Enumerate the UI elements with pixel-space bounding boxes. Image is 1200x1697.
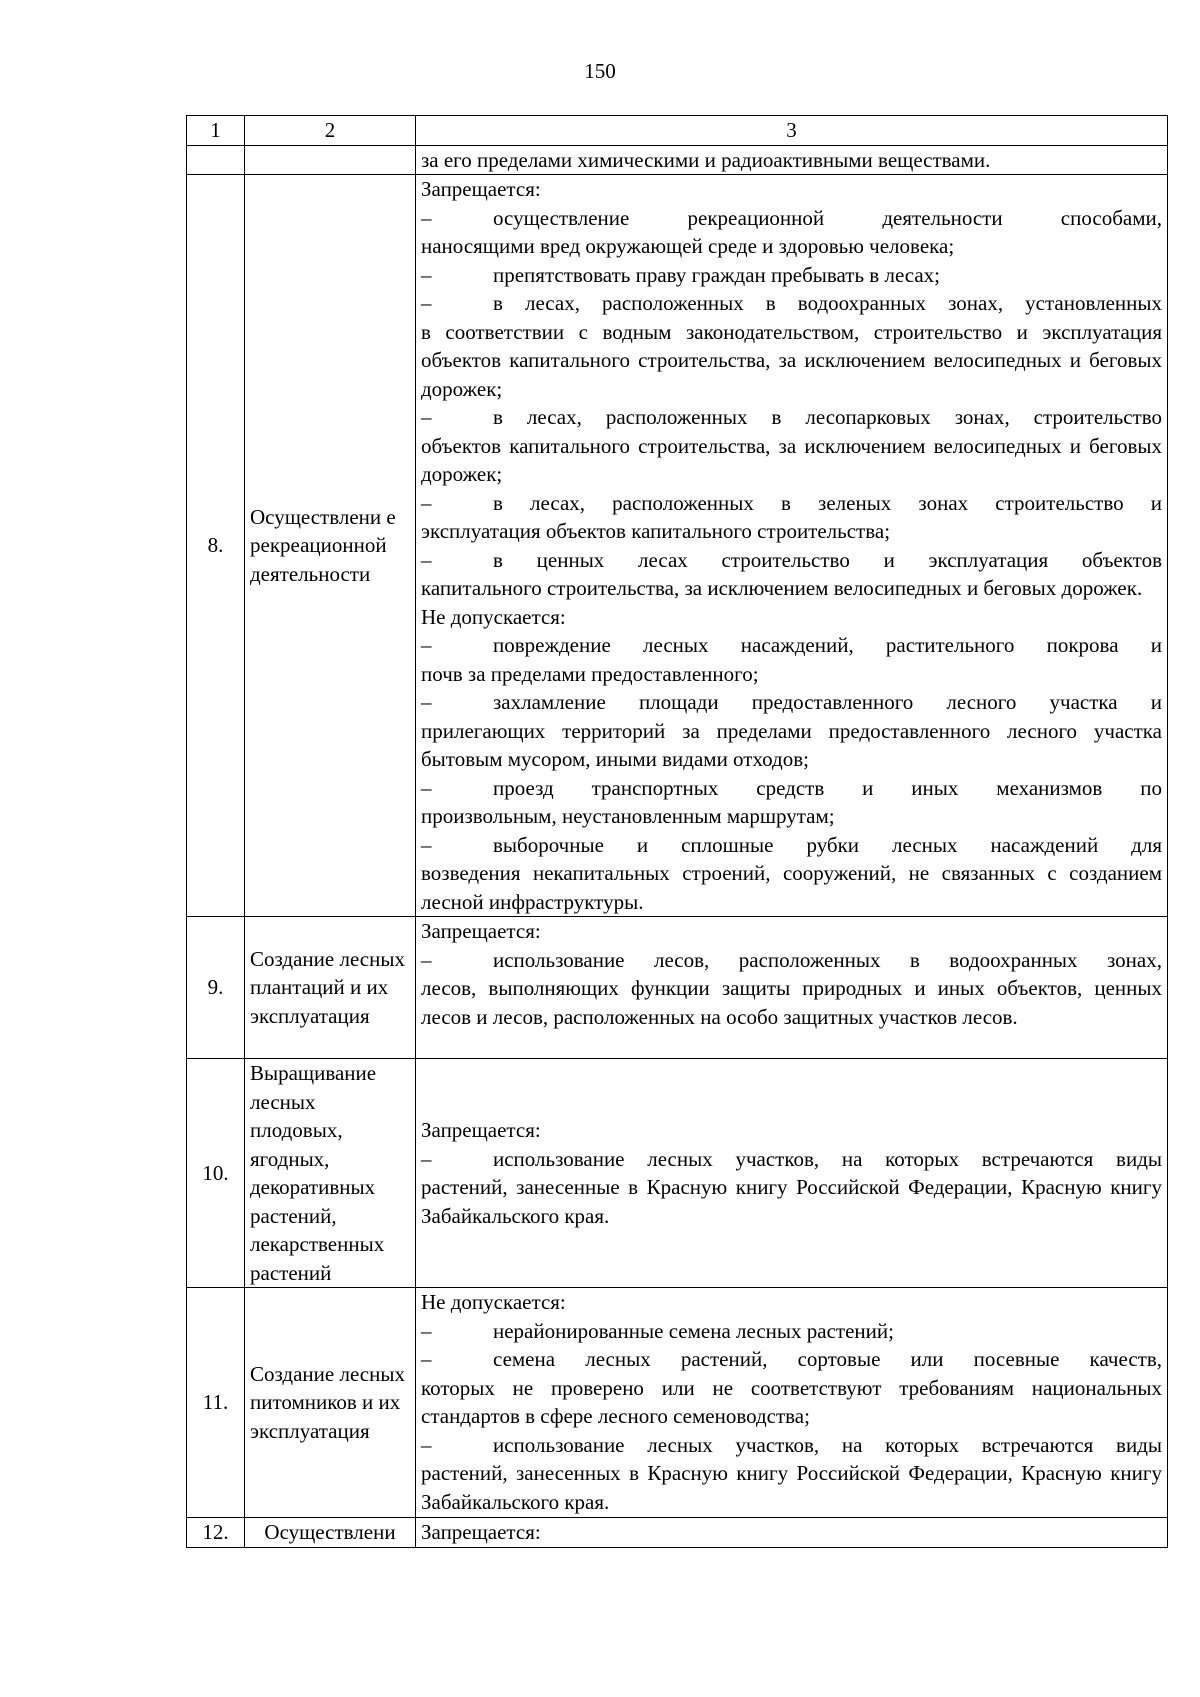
list-item	[421, 1431, 1162, 1460]
activity-name: Создание лесных питомников и их эксплуатация	[245, 1288, 416, 1518]
row-number: 12.	[187, 1518, 245, 1548]
list-item	[421, 489, 1162, 518]
list-item	[421, 774, 1162, 803]
list-item-first-line: использование лесных участков, на которых встречаются виды	[493, 1146, 1162, 1171]
list-item-continuation: произвольным, неустановленным маршрутам;	[421, 804, 835, 828]
section-heading: Запрещается:	[421, 919, 541, 943]
section-heading: Запрещается:	[421, 1118, 541, 1142]
restrictions-cell	[416, 175, 1168, 917]
dash-bullet: –	[421, 291, 432, 315]
list-item-first-line: препятствовать праву граждан пребывать в лесах;	[493, 262, 941, 287]
activity-name: Создание лесных плантаций и их эксплуатация	[245, 917, 416, 1059]
dash-bullet: –	[421, 1318, 432, 1343]
list-item-first-line: в лесах, расположенных в зеленых зонах строительство и	[493, 490, 1162, 515]
list-item-continuation: прилегающих территорий за пределами предоставленного лесного участка бытовым мусором, иными видами отходов;	[421, 718, 1162, 771]
page-number: 150	[584, 59, 616, 83]
list-item-first-line: захламление площади предоставленного лесного участка и	[493, 690, 1162, 714]
row-number: 10.	[187, 1059, 245, 1288]
dash-bullet: –	[421, 690, 432, 714]
list-item-continuation: возведения некапитальных строений, сооружений, не связанных с созданием лесной инфраструктуры.	[421, 861, 1162, 914]
dash-bullet: –	[421, 405, 432, 429]
dash-bullet: –	[421, 1347, 432, 1371]
activity-name: Осуществлени	[245, 1518, 416, 1548]
list-item-first-line: семена лесных растений, сортовые или посевные качеств,	[493, 1347, 1162, 1371]
section-heading: Не допускается:	[421, 1290, 566, 1314]
list-item-first-line: использование лесных участков, на которых встречаются виды	[493, 1432, 1162, 1457]
continuation-row	[187, 145, 1168, 175]
table-row	[187, 1518, 1168, 1548]
dash-bullet: –	[421, 262, 432, 287]
list-item	[421, 1145, 1162, 1174]
regulations-table	[186, 115, 1168, 1548]
dash-bullet: –	[421, 832, 432, 857]
activity-name: Осуществлени е рекреационной деятельности	[245, 175, 416, 917]
row-number: 8.	[187, 175, 245, 917]
list-item-continuation: объектов капитального строительства, за исключением велосипедных и беговых дорожек;	[421, 433, 1162, 486]
list-item	[421, 946, 1162, 975]
list-item-continuation: почв за пределами предоставленного;	[421, 661, 759, 686]
list-item	[421, 631, 1162, 660]
header-col-1: 1	[187, 116, 245, 146]
section-heading: Запрещается:	[421, 177, 541, 201]
list-item-continuation: в соответствии с водным законодательством, строительство и эксплуатация объектов капитального строительства, за исключением велосипедных и беговых дорожек;	[421, 319, 1162, 401]
table-row	[187, 917, 1168, 1059]
header-col-2: 2	[245, 116, 416, 146]
dash-bullet: –	[421, 775, 432, 800]
list-item-continuation: эксплуатация объектов капитального строительства;	[421, 519, 891, 543]
section-heading: Запрещается:	[421, 1520, 541, 1544]
list-item-first-line: осуществление рекреационной деятельности способами,	[493, 205, 1162, 230]
dash-bullet: –	[421, 547, 432, 572]
list-item-first-line: повреждение лесных насаждений, растительного покрова и	[493, 633, 1162, 657]
header-col-3: 3	[416, 116, 1168, 146]
restrictions-cell	[416, 1518, 1168, 1548]
restrictions-cell	[416, 917, 1168, 1059]
table-header-row	[187, 116, 1168, 146]
table-row	[187, 1059, 1168, 1288]
section-heading: Не допускается:	[421, 604, 566, 629]
list-item-first-line: выборочные и сплошные рубки лесных насаждений для	[493, 832, 1162, 857]
table-row	[187, 175, 1168, 917]
list-item-first-line: нерайонированные семена лесных растений;	[493, 1318, 894, 1343]
list-item-continuation: лесов, выполняющих функции защиты природных и иных объектов, ценных лесов и лесов, расположенных на особо защитных участков лесов.	[421, 976, 1162, 1029]
continuation-text: за его пределами химическими и радиоактивными веществами.	[416, 145, 1168, 175]
continuation-num	[187, 145, 245, 175]
list-item-first-line: в лесах, расположенных в водоохранных зонах, установленных	[493, 291, 1162, 315]
list-item-first-line: проезд транспортных средств и иных механизмов по	[493, 775, 1162, 800]
row-number: 11.	[187, 1288, 245, 1518]
dash-bullet: –	[421, 490, 432, 515]
list-item	[421, 1317, 1162, 1346]
list-item	[421, 204, 1162, 233]
list-item	[421, 289, 1162, 318]
list-item-continuation: наносящими вред окружающей среде и здоровью человека;	[421, 234, 955, 258]
restrictions-cell	[416, 1288, 1168, 1518]
list-item	[421, 403, 1162, 432]
restrictions-cell	[416, 1059, 1168, 1288]
dash-bullet: –	[421, 947, 432, 972]
table-row	[187, 1288, 1168, 1518]
dash-bullet: –	[421, 1432, 432, 1457]
list-item	[421, 831, 1162, 860]
list-item	[421, 546, 1162, 575]
row-number: 9.	[187, 917, 245, 1059]
list-item-continuation: растений, занесенные в Красную книгу Российской Федерации, Красную книгу Забайкальского края.	[421, 1175, 1162, 1228]
list-item-first-line: использование лесов, расположенных в водоохранных зонах,	[493, 947, 1162, 972]
list-item	[421, 1345, 1162, 1374]
dash-bullet: –	[421, 633, 432, 657]
list-item-continuation: которых не проверено или не соответствуют требованиям национальных стандартов в сфере лесного семеноводства;	[421, 1375, 1162, 1428]
activity-name: Выращивание лесных плодовых, ягодных, декоративных растений, лекарственных растений	[245, 1059, 416, 1288]
continuation-name	[245, 145, 416, 175]
list-item	[421, 261, 1162, 290]
list-item-first-line: в ценных лесах строительство и эксплуатация объектов	[493, 547, 1162, 572]
list-item-continuation: капитального строительства, за исключением велосипедных и беговых дорожек.	[421, 576, 1143, 600]
list-item-continuation: растений, занесенных в Красную книгу Российской Федерации, Красную книгу Забайкальского края.	[421, 1461, 1162, 1514]
dash-bullet: –	[421, 205, 432, 230]
list-item	[421, 688, 1162, 717]
list-item-first-line: в лесах, расположенных в лесопарковых зонах, строительство	[493, 405, 1162, 429]
dash-bullet: –	[421, 1146, 432, 1171]
